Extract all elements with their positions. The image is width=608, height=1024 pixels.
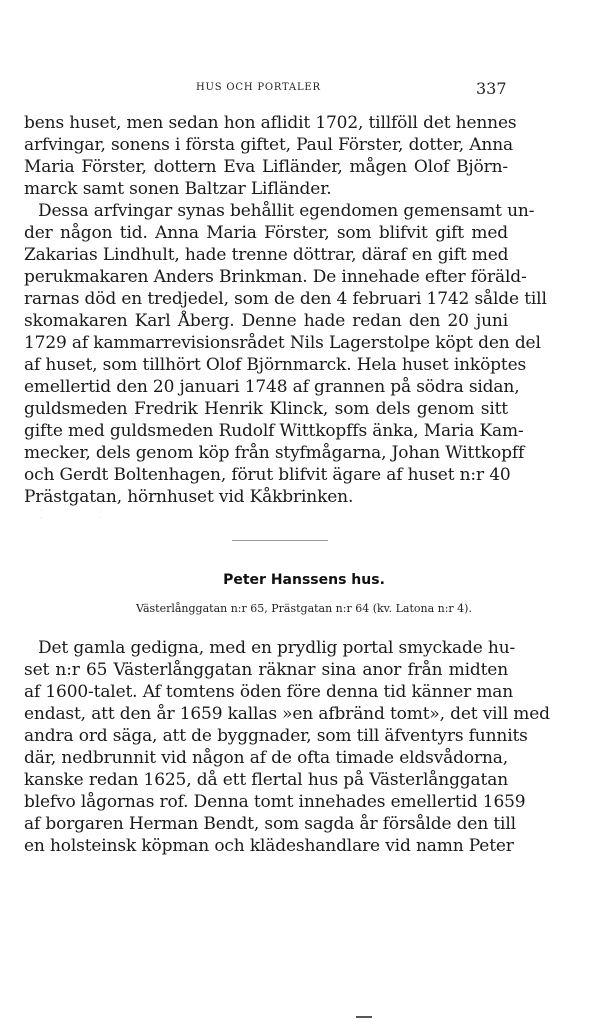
upper-text-block <box>24 112 547 508</box>
section-heading: Peter Hanssens hus. <box>223 572 385 588</box>
running-title: HUS OCH PORTALER <box>196 82 321 93</box>
text-line: Det gamla gedigna, med en prydlig portal smyckade hu- <box>38 638 516 658</box>
text-line: arfvingar, sonens i första giftet, Paul Förster, dotter, Anna <box>24 135 513 155</box>
text-line: och Gerdt Boltenhagen, förut blifvit ägare af huset n:r 40 <box>24 465 511 485</box>
text-line: där, nedbrunnit vid någon af de ofta timade eldsvådorna, <box>24 748 508 768</box>
lower-text-block <box>24 637 550 857</box>
text-line: perukmakaren Anders Brinkman. De innehade efter föräld- <box>24 267 527 287</box>
bottom-edge-mark <box>356 1016 372 1018</box>
text-line: af 1600-talet. Af tomtens öden före denna tid känner man <box>24 682 514 702</box>
text-line: Dessa arfvingar synas behållit egendomen gemensamt un- <box>38 201 535 221</box>
text-line: kanske redan 1625, då ett flertal hus på Västerlånggatan <box>24 770 508 790</box>
faint-specks: · · · · <box>40 508 130 522</box>
text-line: bens huset, men sedan hon aflidit 1702, tillföll det hennes <box>24 113 517 133</box>
text-line: gifte med guldsmeden Rudolf Wittkopffs änka, Maria Kam- <box>24 421 524 441</box>
text-line: af borgaren Herman Bendt, som sagda år försålde den till <box>24 814 516 834</box>
text-line: Prästgatan, hörnhuset vid Kåkbrinken. <box>24 487 354 507</box>
section-subheading: Västerlånggatan n:r 65, Prästgatan n:r 64 (kv. Latona n:r 4). <box>136 602 472 615</box>
text-line: der någon tid. Anna Maria Förster, som blifvit gift med <box>24 223 508 243</box>
text-line: marck samt sonen Baltzar Lifländer. <box>24 179 332 199</box>
text-line: set n:r 65 Västerlånggatan räknar sina anor från midten <box>24 660 508 680</box>
text-line: blefvo lågornas rof. Denna tomt innehades emellertid 1659 <box>24 792 526 812</box>
text-line: andra ord säga, att de byggnader, som till äfventyrs funnits <box>24 726 528 746</box>
text-line: en holsteinsk köpman och klädeshandlare vid namn Peter <box>24 836 514 856</box>
text-line: rarnas död en tredjedel, som de den 4 februari 1742 sålde till <box>24 289 547 309</box>
page-number: 337 <box>476 79 507 98</box>
text-line: endast, att den år 1659 kallas »en afbränd tomt», det vill med <box>24 704 550 724</box>
text-line: emellertid den 20 januari 1748 af grannen på södra sidan, <box>24 377 520 397</box>
text-line: af huset, som tillhört Olof Björnmarck. Hela huset inköptes <box>24 355 527 375</box>
text-line: Maria Förster, dottern Eva Lifländer, mågen Olof Björn- <box>24 157 508 177</box>
text-line: Zakarias Lindhult, hade trenne döttrar, däraf en gift med <box>24 245 509 265</box>
text-line: mecker, dels genom köp från styfmågarna, Johan Wittkopff <box>24 443 525 463</box>
running-header <box>0 80 608 100</box>
text-line: 1729 af kammarrevisionsrådet Nils Lagerstolpe köpt den del <box>24 333 541 353</box>
section-divider <box>232 540 328 541</box>
text-line: guldsmeden Fredrik Henrik Klinck, som dels genom sitt <box>24 399 508 419</box>
text-line: skomakaren Karl Åberg. Denne hade redan den 20 juni <box>24 311 508 331</box>
